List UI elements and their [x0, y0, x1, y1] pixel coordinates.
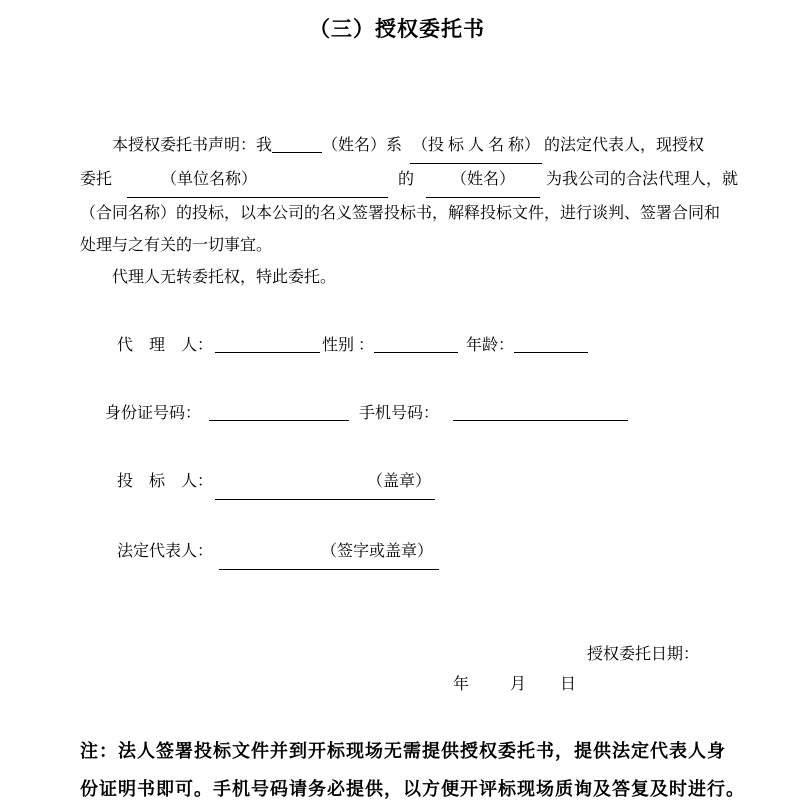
footnote-line: 注：法人签署投标文件并到开标现场无需提供授权委托书，提供法定代表人身: [80, 741, 726, 761]
age-blank[interactable]: [514, 336, 588, 353]
document-content: [0, 130, 794, 808]
agent-info-row: [80, 330, 766, 362]
agent-label: 代 理 人：: [117, 337, 214, 354]
sign-or-seal-hint: （签字或盖章）: [321, 543, 434, 560]
age-label: 年龄：: [466, 337, 515, 354]
legal-rep-label: 法定代表人：: [117, 543, 214, 560]
id-phone-row: [80, 398, 766, 430]
legal-rep-sign-blank[interactable]: [219, 536, 439, 570]
agent-name-field[interactable]: （姓名）: [426, 164, 540, 198]
authorization-date-label: 授权委托日期：: [586, 646, 699, 663]
paragraph-line: 处理与之有关的一切事宜。: [80, 237, 273, 254]
no-sub-delegation-paragraph: 代理人无转委托权，特此委托。: [112, 269, 337, 286]
paragraph-line: [80, 164, 766, 198]
paragraph-line: （合同名称）的投标，以本公司的名义签署投标书，解释投标文件，进行谈判、签署合同和: [80, 205, 721, 222]
bidder-label: 投 标 人：: [117, 473, 214, 490]
footnote-line: 份证明书即可。手机号码请务必提供，以方便开评标现场质询及答复及时进行。: [80, 779, 745, 799]
day-label: 日: [560, 676, 577, 693]
declaration-text: 的: [398, 171, 415, 188]
gender-blank[interactable]: [374, 336, 458, 353]
declaration-text: 委托: [80, 171, 113, 188]
id-number-label: 身份证号码：: [105, 405, 202, 422]
bidder-name-field[interactable]: （投 标 人 名 称）: [410, 130, 542, 164]
bidder-signature-row: [80, 466, 766, 500]
org-name-field[interactable]: （单位名称）: [127, 164, 388, 198]
phone-number-label: 手机号码：: [359, 405, 440, 422]
declaration-paragraph: [80, 130, 766, 262]
declaration-text: 的法定代表人，现授权: [544, 137, 705, 154]
gender-label: 性别 ：: [322, 337, 375, 354]
month-label: 月: [510, 676, 527, 693]
declarant-name-blank[interactable]: [272, 136, 322, 153]
id-number-blank[interactable]: [209, 404, 349, 421]
declaration-text: 为我公司的合法代理人，就: [546, 171, 739, 188]
bidder-seal-blank[interactable]: [215, 466, 435, 500]
footnote: [80, 732, 766, 808]
date-ymd-line: [80, 670, 766, 700]
legal-rep-signature-row: [80, 536, 766, 570]
paragraph-line: [80, 130, 766, 164]
name-hint-text: （姓名）系: [322, 137, 403, 154]
phone-number-blank[interactable]: [453, 404, 628, 421]
year-label: 年: [453, 676, 470, 693]
declaration-text: 本授权委托书声明：我: [112, 137, 273, 154]
agent-name-blank[interactable]: [215, 336, 320, 353]
seal-hint: （盖章）: [367, 473, 432, 490]
page-title: （三）授权委托书: [309, 17, 485, 41]
